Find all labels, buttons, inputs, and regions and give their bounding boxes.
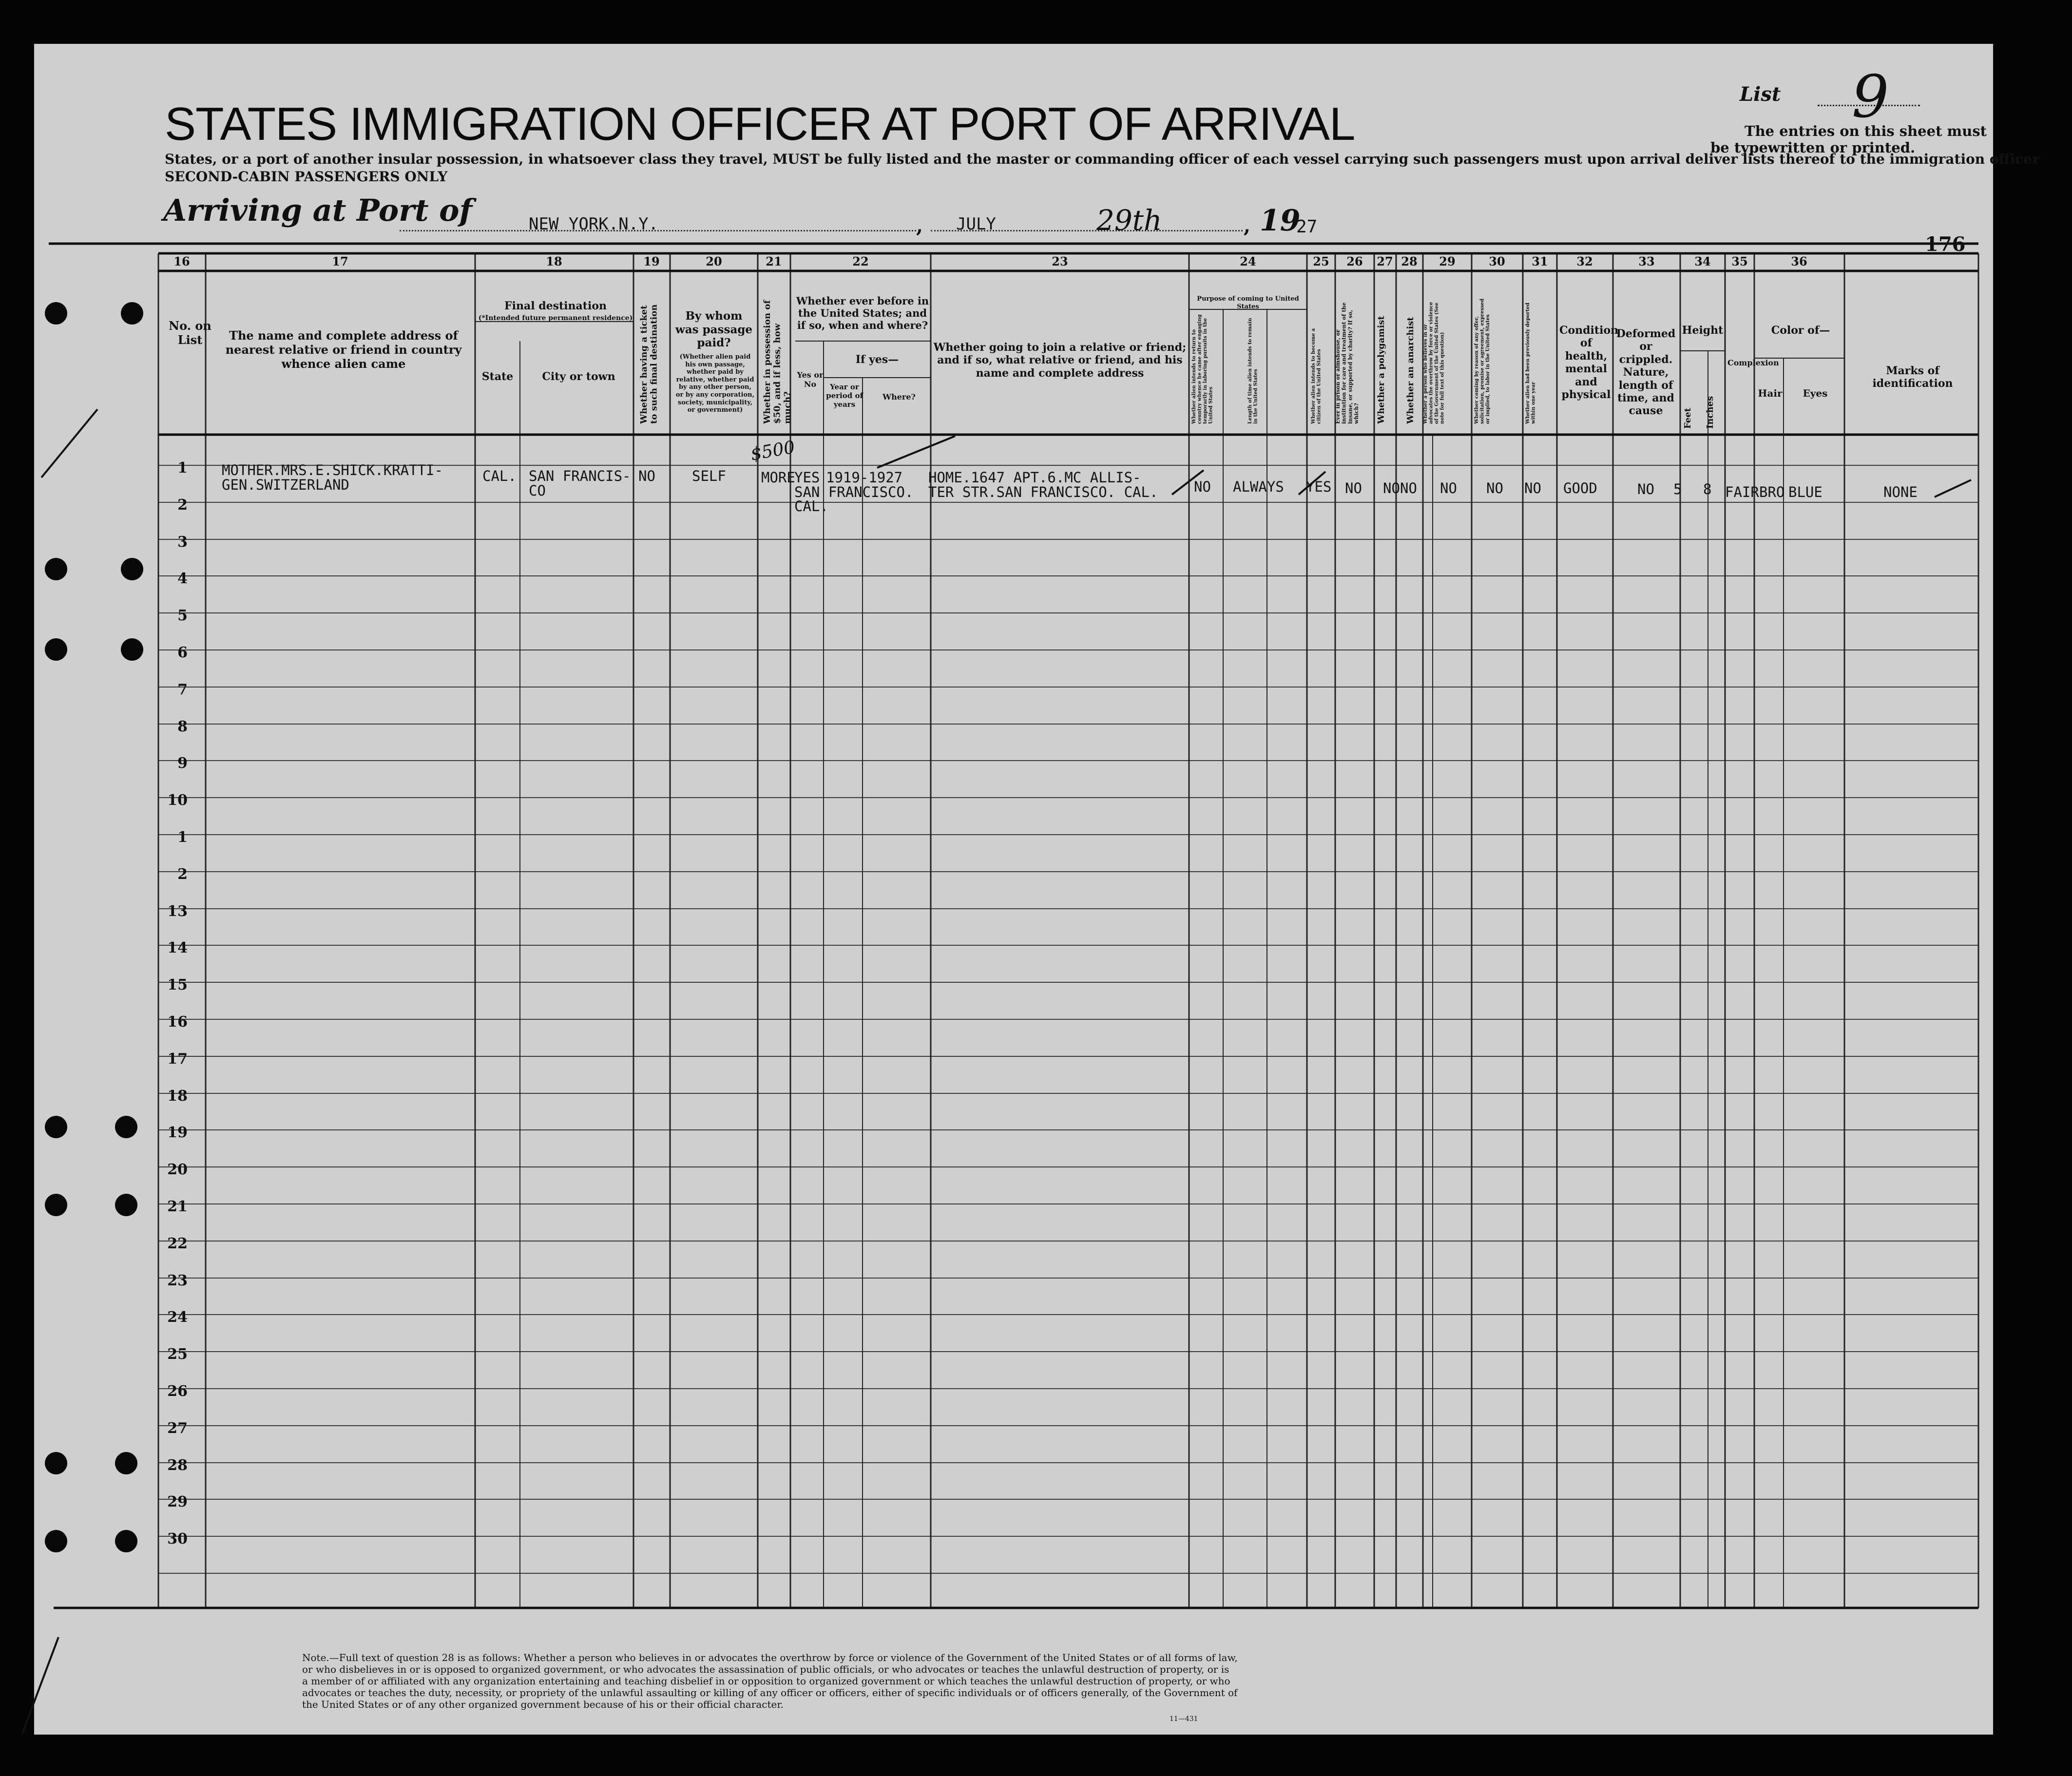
- row-number: 7: [177, 681, 188, 698]
- entry-deformed: NO: [1637, 481, 1654, 497]
- entry-deported: NO: [1524, 480, 1541, 497]
- header-purpose-b: Length of time alien intends to remain in the United States: [1247, 318, 1259, 424]
- entry-marks: NONE: [1883, 484, 1918, 500]
- entry-city-line1: SAN FRANCIS-: [529, 468, 631, 484]
- header-inches: Inches: [1705, 396, 1715, 429]
- header-height: Height: [1682, 324, 1724, 337]
- column-number: 16: [173, 254, 190, 268]
- column-number: 18: [546, 254, 562, 268]
- entry-state: CAL.: [482, 468, 517, 484]
- header-if-yes: If yes—: [855, 353, 899, 366]
- page-title: STATES IMMIGRATION OFFICER AT PORT OF ARRIVAL: [165, 98, 1355, 150]
- column-number: 27: [1377, 254, 1393, 268]
- header-marks: Marks of identification: [1872, 364, 1953, 390]
- row-number: 9: [177, 755, 188, 772]
- column-number: 21: [766, 254, 782, 268]
- column-number: 25: [1313, 254, 1329, 268]
- row-number: 5: [177, 607, 188, 624]
- entry-passage: SELF: [692, 468, 726, 484]
- arrival-port: NEW YORK.N.Y.: [529, 214, 659, 234]
- header-yes-or-no: Yes or No: [797, 370, 824, 389]
- arrival-year-suffix: 27: [1296, 217, 1318, 237]
- entry-joining-line1: HOME.1647 APT.6.MC ALLIS-: [928, 469, 1141, 486]
- column-number: 30: [1489, 254, 1505, 268]
- header-color-of: Color of—: [1771, 324, 1830, 337]
- entry-eyes: BLUE: [1788, 484, 1823, 500]
- arrival-day: 29th: [1096, 204, 1162, 237]
- row-number: 23: [167, 1272, 188, 1289]
- header-where: Where?: [883, 392, 916, 401]
- row-number: 22: [167, 1235, 188, 1252]
- comma-sep: ,: [916, 214, 923, 237]
- entry-relative-line1: MOTHER.MRS.E.SHICK.KRATTI-: [222, 462, 443, 478]
- row-number: 1: [177, 459, 188, 477]
- column-number: 34: [1694, 254, 1711, 268]
- form-number: 11—431: [1170, 1715, 1198, 1723]
- arrival-label: Arriving at Port of: [163, 192, 473, 228]
- column-number: 20: [706, 254, 722, 268]
- entry-health: GOOD: [1563, 480, 1597, 497]
- header-state: State: [481, 370, 514, 383]
- row-number: 14: [167, 939, 188, 956]
- header-health: Condition of health, mental and physical: [1559, 324, 1619, 401]
- entry-money-note: $500: [749, 437, 797, 465]
- header-overthrow: Whether a person who believes in or advocates the overthrow by force or violence of the Government of the United States (See note for full text of this question): [1423, 302, 1445, 424]
- row-number: 6: [177, 644, 188, 661]
- column-number: 19: [643, 254, 660, 268]
- row-number: 21: [167, 1198, 188, 1215]
- entry-before-where-line1: SAN FRANCISCO.: [794, 484, 914, 500]
- header-hair: Hair: [1758, 387, 1783, 399]
- entry-joining-line2: TER STR.SAN FRANCISCO. CAL.: [928, 484, 1158, 500]
- entry-complexion: FAIR: [1725, 484, 1759, 500]
- header-prison: Ever in prison or almshouse, or institution for care and treatment of the insane, or supported by charity? If so, which?: [1335, 302, 1360, 424]
- entry-polygamist: NO: [1383, 480, 1400, 497]
- header-passage-note: (Whether alien paid his own passage, whether paid by relative, whether paid by any other person, or by any corporation, society, municipality, or government): [675, 353, 755, 414]
- entry-ticket: NO: [638, 468, 655, 484]
- header-complexion: Complexion: [1727, 358, 1779, 367]
- header-purpose-a: Whether alien intends to return to country whence he came after engaging temporarily in laboring pursuits in the United States: [1191, 314, 1214, 424]
- header-anarchist: Whether an anarchist: [1405, 317, 1416, 424]
- row-number: 4: [177, 570, 188, 587]
- column-number: 29: [1439, 254, 1456, 268]
- header-money: Whether in possession of $50, and if less, how much?: [762, 300, 793, 424]
- row-number: 19: [167, 1124, 188, 1141]
- row-number: 2: [177, 497, 188, 514]
- row-number: 27: [167, 1420, 188, 1437]
- entry-before-where-line2: CAL.: [794, 498, 828, 515]
- row-number: 17: [167, 1050, 188, 1068]
- row-number: 29: [167, 1493, 188, 1510]
- entry-before-years: 1919-1927: [826, 469, 903, 486]
- row-number: 1: [177, 829, 188, 846]
- header-joining: Whether going to join a relative or friend; and if so, what relative or friend, and his name and complete address: [933, 341, 1187, 380]
- entry-prison: NO: [1345, 480, 1362, 497]
- entry-relative-line2: GEN.SWITZERLAND: [222, 477, 349, 493]
- row-number: 24: [167, 1309, 188, 1326]
- column-number: 22: [852, 254, 869, 268]
- column-number: 26: [1346, 254, 1363, 268]
- entry-money: MORE: [761, 469, 795, 486]
- header-purpose-c: Whether alien intends to become a citizen of the United States: [1311, 328, 1322, 424]
- row-number: 16: [167, 1013, 188, 1031]
- row-number: 15: [167, 976, 188, 993]
- header-deported: Whether alien had been previously deported within one year: [1525, 303, 1536, 424]
- page-number: 176: [1925, 233, 1966, 256]
- entry-city-line2: CO: [529, 482, 546, 499]
- entry-anarchist: NO: [1400, 480, 1417, 497]
- row-number: 26: [167, 1383, 188, 1400]
- column-number: 28: [1401, 254, 1418, 268]
- column-number: 33: [1638, 254, 1655, 268]
- comma-sep: ,: [1244, 214, 1250, 237]
- entry-before-yes: YES: [794, 469, 820, 486]
- subtitle-line2: SECOND-CABIN PASSENGERS ONLY: [165, 169, 448, 185]
- list-number: 9: [1852, 63, 1889, 131]
- entry-inches: 8: [1703, 481, 1712, 497]
- header-deformed: Deformed or crippled. Nature, length of time, and cause: [1616, 327, 1676, 418]
- column-number: 23: [1052, 254, 1068, 268]
- arrival-year-prefix: 19: [1260, 204, 1301, 238]
- column-number: 24: [1240, 254, 1256, 268]
- row-number: 25: [167, 1346, 188, 1363]
- header-final-destination: Final destination: [504, 300, 607, 312]
- instructions-line2: be typewritten or printed.: [1710, 139, 1916, 156]
- row-number: 28: [167, 1457, 188, 1474]
- subtitle-line1-start: States, or a port of another insular possession, in whatsoever class they travel, MUST be fully listed and the master or commanding officer of each vessel carrying such passengers must upon arrival deliver lists thereof to the immigration officer: [165, 151, 2039, 167]
- row-number: 8: [177, 718, 188, 735]
- arrival-month: JULY: [956, 214, 996, 234]
- list-label: List: [1740, 83, 1781, 106]
- column-number: 31: [1532, 254, 1548, 268]
- column-number: 35: [1731, 254, 1748, 268]
- header-final-destination-note: (*Intended future permanent residence): [478, 314, 633, 322]
- header-city: City or town: [542, 370, 615, 383]
- instructions-line1: The entries on this sheet must: [1745, 123, 1987, 139]
- row-number: 2: [177, 866, 188, 883]
- header-before-us: Whether ever before in the United States; and if so, when and where?: [796, 295, 929, 332]
- header-polygamist: Whether a polygamist: [1376, 316, 1386, 424]
- row-number: 20: [167, 1161, 188, 1178]
- column-number: 32: [1576, 254, 1593, 268]
- header-relative: The name and complete address of nearest relative or friend in country whence alien came: [225, 328, 462, 371]
- row-number: 3: [177, 534, 188, 551]
- header-offer: Whether coming by reason of any offer, solicitation, promise or agreement, expressed or implied, to labor in the United States: [1474, 298, 1491, 424]
- header-eyes: Eyes: [1803, 387, 1828, 399]
- footnote: Note.—Full text of question 28 is as follows: Whether a person who believes in or advocates the overthrow by force or violence of the Government of the United States or of all forms of law, or who disbelieves in or is opposed to organized government, or who advocates the assassination of public officials, or who advocates or teaches the unlawful destruction of property, or is a member of or affiliated with any organization entertaining and teaching disbelief in or opposition to organized government or which teaches the unlawful destruction of property, or who advocates or teaches the duty, necessity, or propriety of the unlawful assaulting or killing of any officer or officers, either of specific individuals or of officers generally, of the Government of the United States or of any other organized government because of his or their official character.: [302, 1652, 1238, 1710]
- entry-purpose-length: ALWAYS: [1233, 478, 1284, 495]
- row-number: 13: [167, 903, 188, 920]
- header-feet: Feet: [1683, 407, 1693, 429]
- entry-purpose-citizen: YES: [1306, 478, 1332, 495]
- header-purpose: Purpose of coming to United States: [1197, 295, 1299, 310]
- column-number: 36: [1791, 254, 1807, 268]
- entry-overthrow: NO: [1440, 480, 1457, 497]
- header-passage-paid: By whom was passage paid?: [675, 309, 753, 350]
- column-number: 17: [332, 254, 348, 268]
- entry-offer: NO: [1486, 480, 1503, 497]
- row-number: 10: [167, 792, 188, 809]
- header-no-on-list: No. on List: [169, 319, 211, 347]
- header-year-period: Year or period of years: [826, 382, 863, 409]
- row-number: 18: [167, 1088, 188, 1105]
- header-ticket: Whether having a ticket to such final destination: [639, 304, 659, 424]
- entry-hair: BRO: [1759, 484, 1785, 500]
- entry-purpose-return: NO: [1194, 478, 1211, 495]
- entry-feet: 5: [1673, 481, 1682, 497]
- row-number: 30: [167, 1530, 188, 1547]
